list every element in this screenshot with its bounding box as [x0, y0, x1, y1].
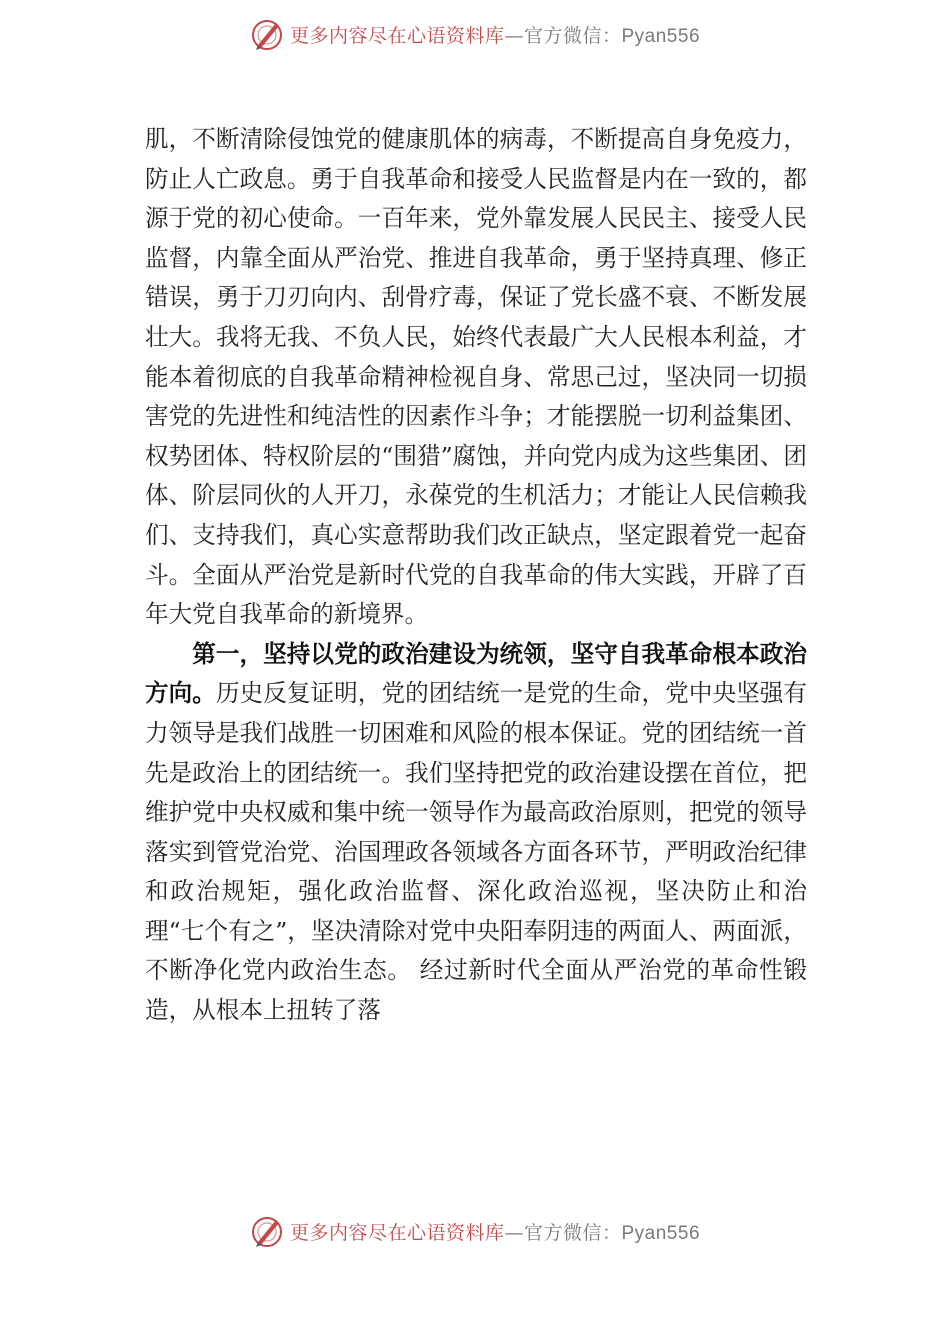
paragraph-2 [145, 635, 807, 1031]
header-official-label: 官方微信： [523, 24, 622, 47]
paragraph-2-text: 历史反复证明，党的团结统一是党的生命，党中央坚强有力领导是我们战胜一切困难和风险的根本保证。党的团结统一首先是政治上的团结统一。我们坚持把党的政治建设摆在首位，把维护党中央权威和集中统一领导作为最高政治原则，把党的领导落实到管党治党、治国理政各领域各方面各环节，严明政治纪律和政治规矩，强化政治监督、深化政治巡视，坚决防止和治理“七个有之”，坚决清除对党中央阳奉阴违的两面人、两面派，不断净化党内政治生态。 经过新时代全面从严治党的革命性锻造，从根本上扭转了落 [145, 679, 808, 1025]
footer-wechat-id: Pyan556 [621, 1222, 701, 1244]
header-separator: — [504, 24, 524, 47]
section-heading: 第一，坚持以党的政治建设为统领，坚守自我革命根本政治方向。 [145, 639, 807, 708]
footer-text [290, 1218, 700, 1245]
header-brand: 更多内容尽在心语资料库 [289, 24, 505, 47]
footer-banner [0, 1211, 950, 1251]
pen-logo-icon [250, 1214, 284, 1248]
pen-logo-icon [250, 17, 284, 51]
footer-brand: 更多内容尽在心语资料库 [289, 1221, 505, 1244]
header-wechat-id: Pyan556 [621, 25, 701, 47]
document-body [145, 120, 807, 1031]
header-banner [0, 14, 950, 54]
footer-official-label: 官方微信： [523, 1221, 622, 1244]
header-text [290, 21, 700, 48]
paragraph-1: 肌，不断清除侵蚀党的健康肌体的病毒，不断提高自身免疫力，防止人亡政息。勇于自我革命和接受人民监督是内在一致的，都源于党的初心使命。一百年来，党外靠发展人民民主、接受人民监督，内靠全面从严治党、推进自我革命，勇于坚持真理、修正错误，勇于刀刃向内、刮骨疗毒，保证了党长盛不衰、不断发展壮大。我将无我、不负人民，始终代表最广大人民根本利益，才能本着彻底的自我革命精神检视自身、常思己过，坚决同一切损害党的先进性和纯洁性的因素作斗争；才能摆脱一切利益集团、权势团体、特权阶层的“围猎”腐蚀，并向党内成为这些集团、团体、阶层同伙的人开刀，永葆党的生机活力；才能让人民信赖我们、支持我们，真心实意帮助我们改正缺点，坚定跟着党一起奋斗。全面从严治党是新时代党的自我革命的伟大实践，开辟了百年大党自我革命的新境界。 [145, 125, 807, 629]
footer-separator: — [504, 1221, 524, 1244]
